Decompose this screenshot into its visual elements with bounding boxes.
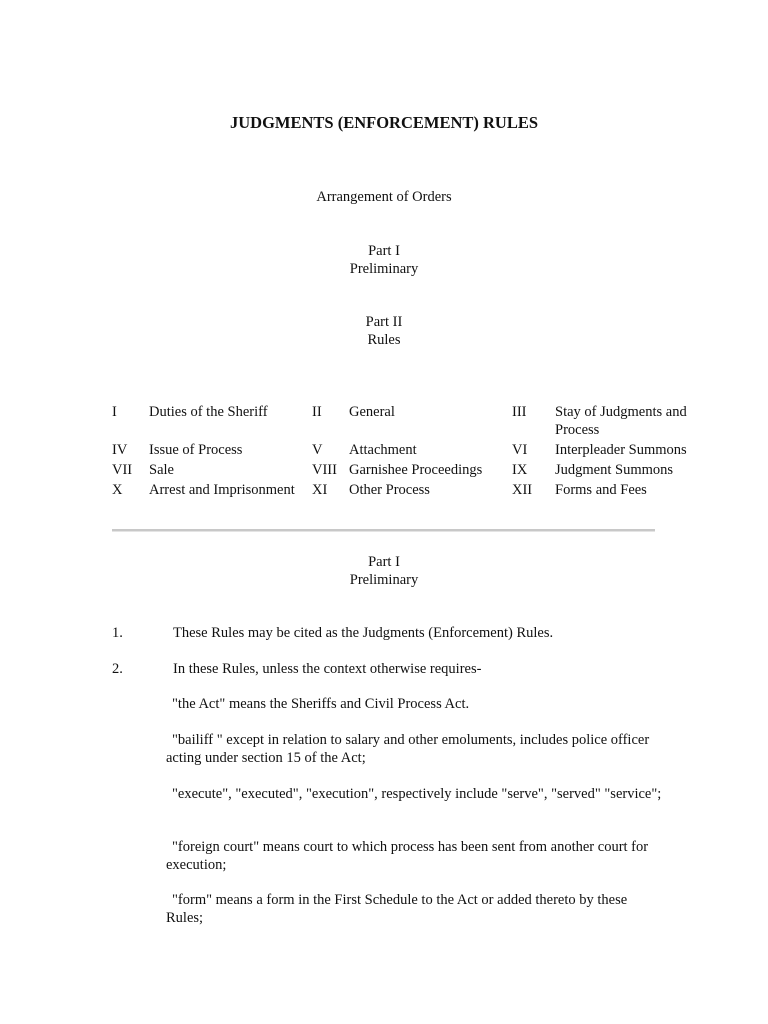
order-label: Arrest and Imprisonment	[149, 482, 295, 498]
part1-label: Part I	[368, 243, 400, 259]
orders-row	[112, 403, 712, 441]
order-number: IX	[512, 462, 528, 478]
order-number: IV	[112, 442, 128, 458]
orders-row	[112, 481, 712, 501]
rule-number: 2.	[112, 661, 123, 677]
definition-the-act: "the Act" means the Sheriffs and Civil Process Act.	[172, 696, 470, 712]
order-label: Interpleader Summons	[555, 442, 687, 458]
order-number: XII	[512, 482, 533, 498]
order-number: VIII	[312, 462, 337, 478]
orders-table	[112, 403, 712, 501]
order-label: Duties of the Sheriff	[149, 404, 268, 420]
order-number: VII	[112, 462, 133, 478]
definition-foreign-court: "foreign court" means court to which process has been sent from another court for execution;	[166, 839, 649, 873]
order-label: Other Process	[349, 482, 430, 498]
rule-text: These Rules may be cited as the Judgments (Enforcement) Rules.	[173, 625, 554, 641]
order-label: Issue of Process	[149, 442, 243, 458]
document-title: JUDGMENTS (ENFORCEMENT) RULES	[229, 113, 539, 132]
order-number: I	[112, 404, 117, 420]
order-label: Stay of Judgments and Process	[555, 404, 687, 438]
order-label: Judgment Summons	[555, 462, 674, 478]
arrangement-heading: Arrangement of Orders	[316, 189, 452, 205]
order-number: II	[312, 404, 322, 420]
orders-row	[112, 461, 712, 481]
rule-number: 1.	[112, 625, 123, 641]
order-number: VI	[512, 442, 528, 458]
part1-heading	[0, 242, 768, 278]
part2-heading	[0, 313, 768, 349]
part2-name: Rules	[367, 332, 401, 348]
section-part1-label: Part I	[368, 554, 400, 570]
part1-name: Preliminary	[349, 261, 419, 277]
order-label: General	[349, 404, 395, 420]
order-label: Garnishee Proceedings	[349, 462, 483, 478]
rule-text: In these Rules, unless the context otherwise requires-	[173, 661, 482, 677]
orders-row	[112, 441, 712, 461]
definition-form: "form" means a form in the First Schedule to the Act or added thereto by these Rules;	[166, 892, 628, 926]
order-number: XI	[312, 482, 328, 498]
section-part1-heading	[0, 553, 768, 589]
definition-execute: "execute", "executed", "execution", respectively include "serve", "served" "service";	[172, 786, 662, 802]
order-label: Sale	[149, 462, 174, 478]
part2-label: Part II	[365, 314, 403, 330]
order-number: V	[312, 442, 323, 458]
horizontal-divider	[112, 529, 655, 532]
order-label: Attachment	[349, 442, 417, 458]
order-label: Forms and Fees	[555, 482, 647, 498]
order-number: III	[512, 404, 527, 420]
definition-bailiff: "bailiff " except in relation to salary and other emoluments, includes police officer acting under section 15 of the Act;	[166, 732, 650, 766]
order-number: X	[112, 482, 123, 498]
section-part1-name: Preliminary	[349, 572, 419, 588]
